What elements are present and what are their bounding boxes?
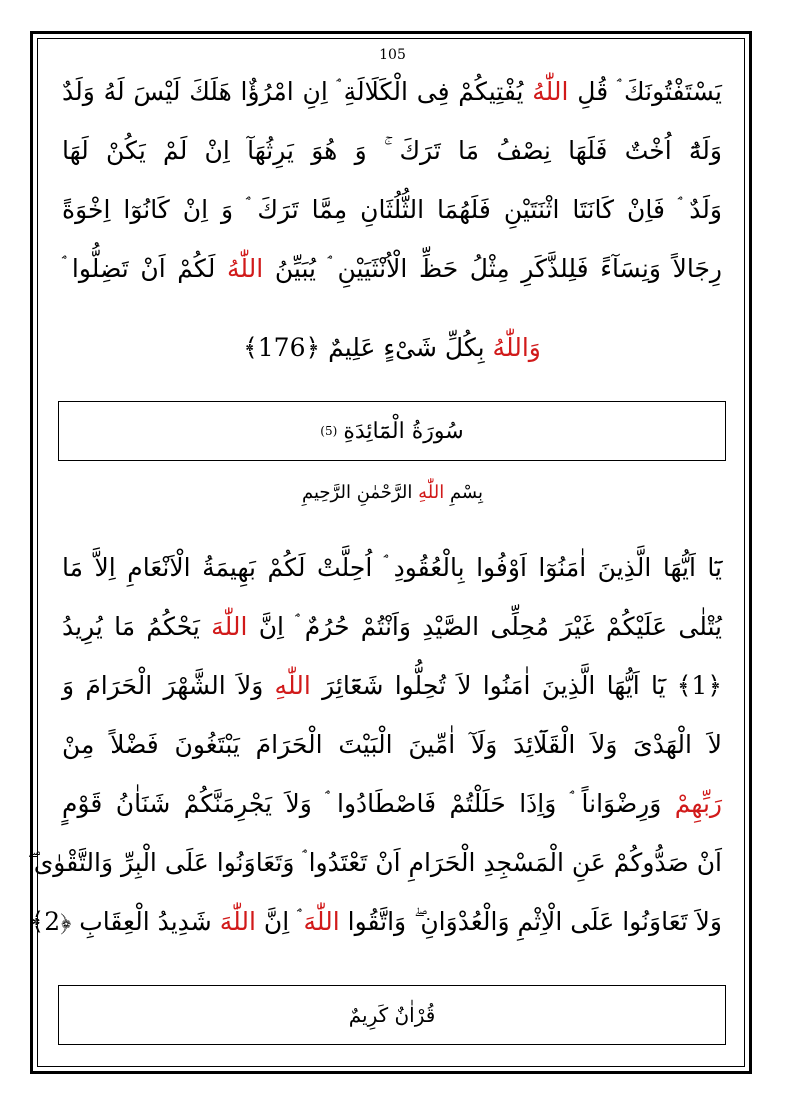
surah-number: (5) [320,424,338,438]
divine-name: اللّٰهُ [532,77,569,106]
divine-name: وَاللّٰهُ [492,333,541,362]
verse-line [29,892,722,951]
verse-text: يَٓا اَيُّهَا الَّذِينَ اٰمَنُوٓا اَوْفُوا بِالْعُقُودِ ۘ اُحِلَّتْ لَكُمْ بَهِيمَةُ الْاَنْعَامِ اِلاَّ مَا [62,553,722,582]
verse-text: يَحْكُمُ مَا يُرِيدُ [62,612,200,641]
footer-box [58,985,726,1045]
surah-header-box [58,401,726,461]
verse-text: بِكُلِّ شَىْءٍ عَلِيمٌ ﴿176﴾ [243,333,485,362]
divine-name: اللّٰهَ [219,907,256,936]
verse-block-main [27,538,722,951]
verse-line [62,318,722,377]
verse-text: رِجَالاً وَنِسَآءً فَلِلذَّكَرِ مِثْلُ حَظِّ الْاُنْثَيَيْنِ ۘ يُبَيِّنُ [274,254,722,283]
verse-line [62,121,722,180]
verse-line [62,597,722,656]
divine-name: اللّٰهِ [274,671,311,700]
verse-text: لاَ الْهَدْىَ وَلاَ الْقَلَٓائِدَ وَلَآ اٰمِّينَ الْبَيْتَ الْحَرَامَ يَبْتَغُونَ فَضْلاً مِنْ [62,730,722,759]
basmala-pre: بِسْمِ [449,482,483,503]
verse-line [27,833,722,892]
verse-line [62,774,722,833]
verse-text: وَلاَ الشَّهْرَ الْحَرَامَ وَ [62,671,264,700]
divine-name: اللّٰهَ [303,907,340,936]
verse-text: وَلَهُٓ اُخْتٌ فَلَهَا نِصْفُ مَا تَرَكَ ۚ وَ هُوَ يَرِثُهَآ اِنْ لَمْ يَكُنْ لَهَا [62,136,722,165]
verse-line [62,239,722,298]
page-number: 105 [379,47,406,63]
verse-text: يَسْتَفْتُونَكَ ۘ قُلِ [577,77,722,106]
verse-text: ﴿1﴾ يَٓا اَيُّهَا الَّذِينَ اٰمَنُوا لاَ تُحِلُّوا شَعَٓائِرَ [322,671,722,700]
verse-block-top-end [62,318,722,377]
verse-line [62,656,722,715]
divine-name: اللّٰهَ [211,612,248,641]
divine-name: اللّٰهُ [226,254,264,283]
footer-title: قُرْاٰنٌ كَرِيمٌ [348,1003,436,1027]
divine-name: رَبِّهِمْ [674,789,722,818]
verse-text: شَدِيدُ الْعِقَابِ ﴿2﴾ [29,907,212,936]
verse-line [62,538,722,597]
verse-line [62,62,722,121]
surah-title: سُورَةُ الْمَٓائِدَةِ [343,418,464,444]
verse-text: لَكُمْ اَنْ تَضِلُّوا ۘ [62,254,216,283]
verse-line [62,715,722,774]
verse-text: وَلاَ تَعَاوَنُوا عَلَى الْاِثْمِ وَالْعُدْوَانِ ۖ وَاتَّقُوا [347,907,722,936]
verse-text: يُفْتِيكُمْ فِى الْكَلَالَةِ ۘ اِنِ امْرُؤٌا هَلَكَ لَيْسَ لَهُ وَلَدٌ [62,77,524,106]
verse-block-top [62,62,722,298]
verse-line [62,180,722,239]
verse-text: وَرِضْوَاناً ۘ وَاِذَا حَلَلْتُمْ فَاصْطَادُوا ۘ وَلاَ يَجْرِمَنَّكُمْ شَنَاٰنُ قَوْمٍ [62,789,662,818]
verse-text: اَنْ صَدُّوكُمْ عَنِ الْمَسْجِدِ الْحَرَامِ اَنْ تَعْتَدُوا ۘ وَتَعَاوَنُوا عَلَى الْبِرِّ وَالتَّقْوٰى ۖ [27,848,722,877]
verse-text: يُتْلٰى عَلَيْكُمْ غَيْرَ مُحِلِّى الصَّيْدِ وَاَنْتُمْ حُرُمٌ ۘ اِنَّ [258,612,722,641]
verse-text: وَلَدٌ ۘ فَاِنْ كَانَتَا اثْنَتَيْنِ فَلَهُمَا الثُّلُثَانِ مِمَّا تَرَكَ ۘ وَ اِنْ كَانُوٓا اِخْوَةً [62,195,723,224]
basmala-allah: اللّٰهِ [418,482,445,503]
basmala-post: الرَّحْمٰنِ الرَّحِيمِ [302,482,413,503]
basmala [0,482,785,503]
verse-text: ۘ اِنَّ [263,907,298,936]
